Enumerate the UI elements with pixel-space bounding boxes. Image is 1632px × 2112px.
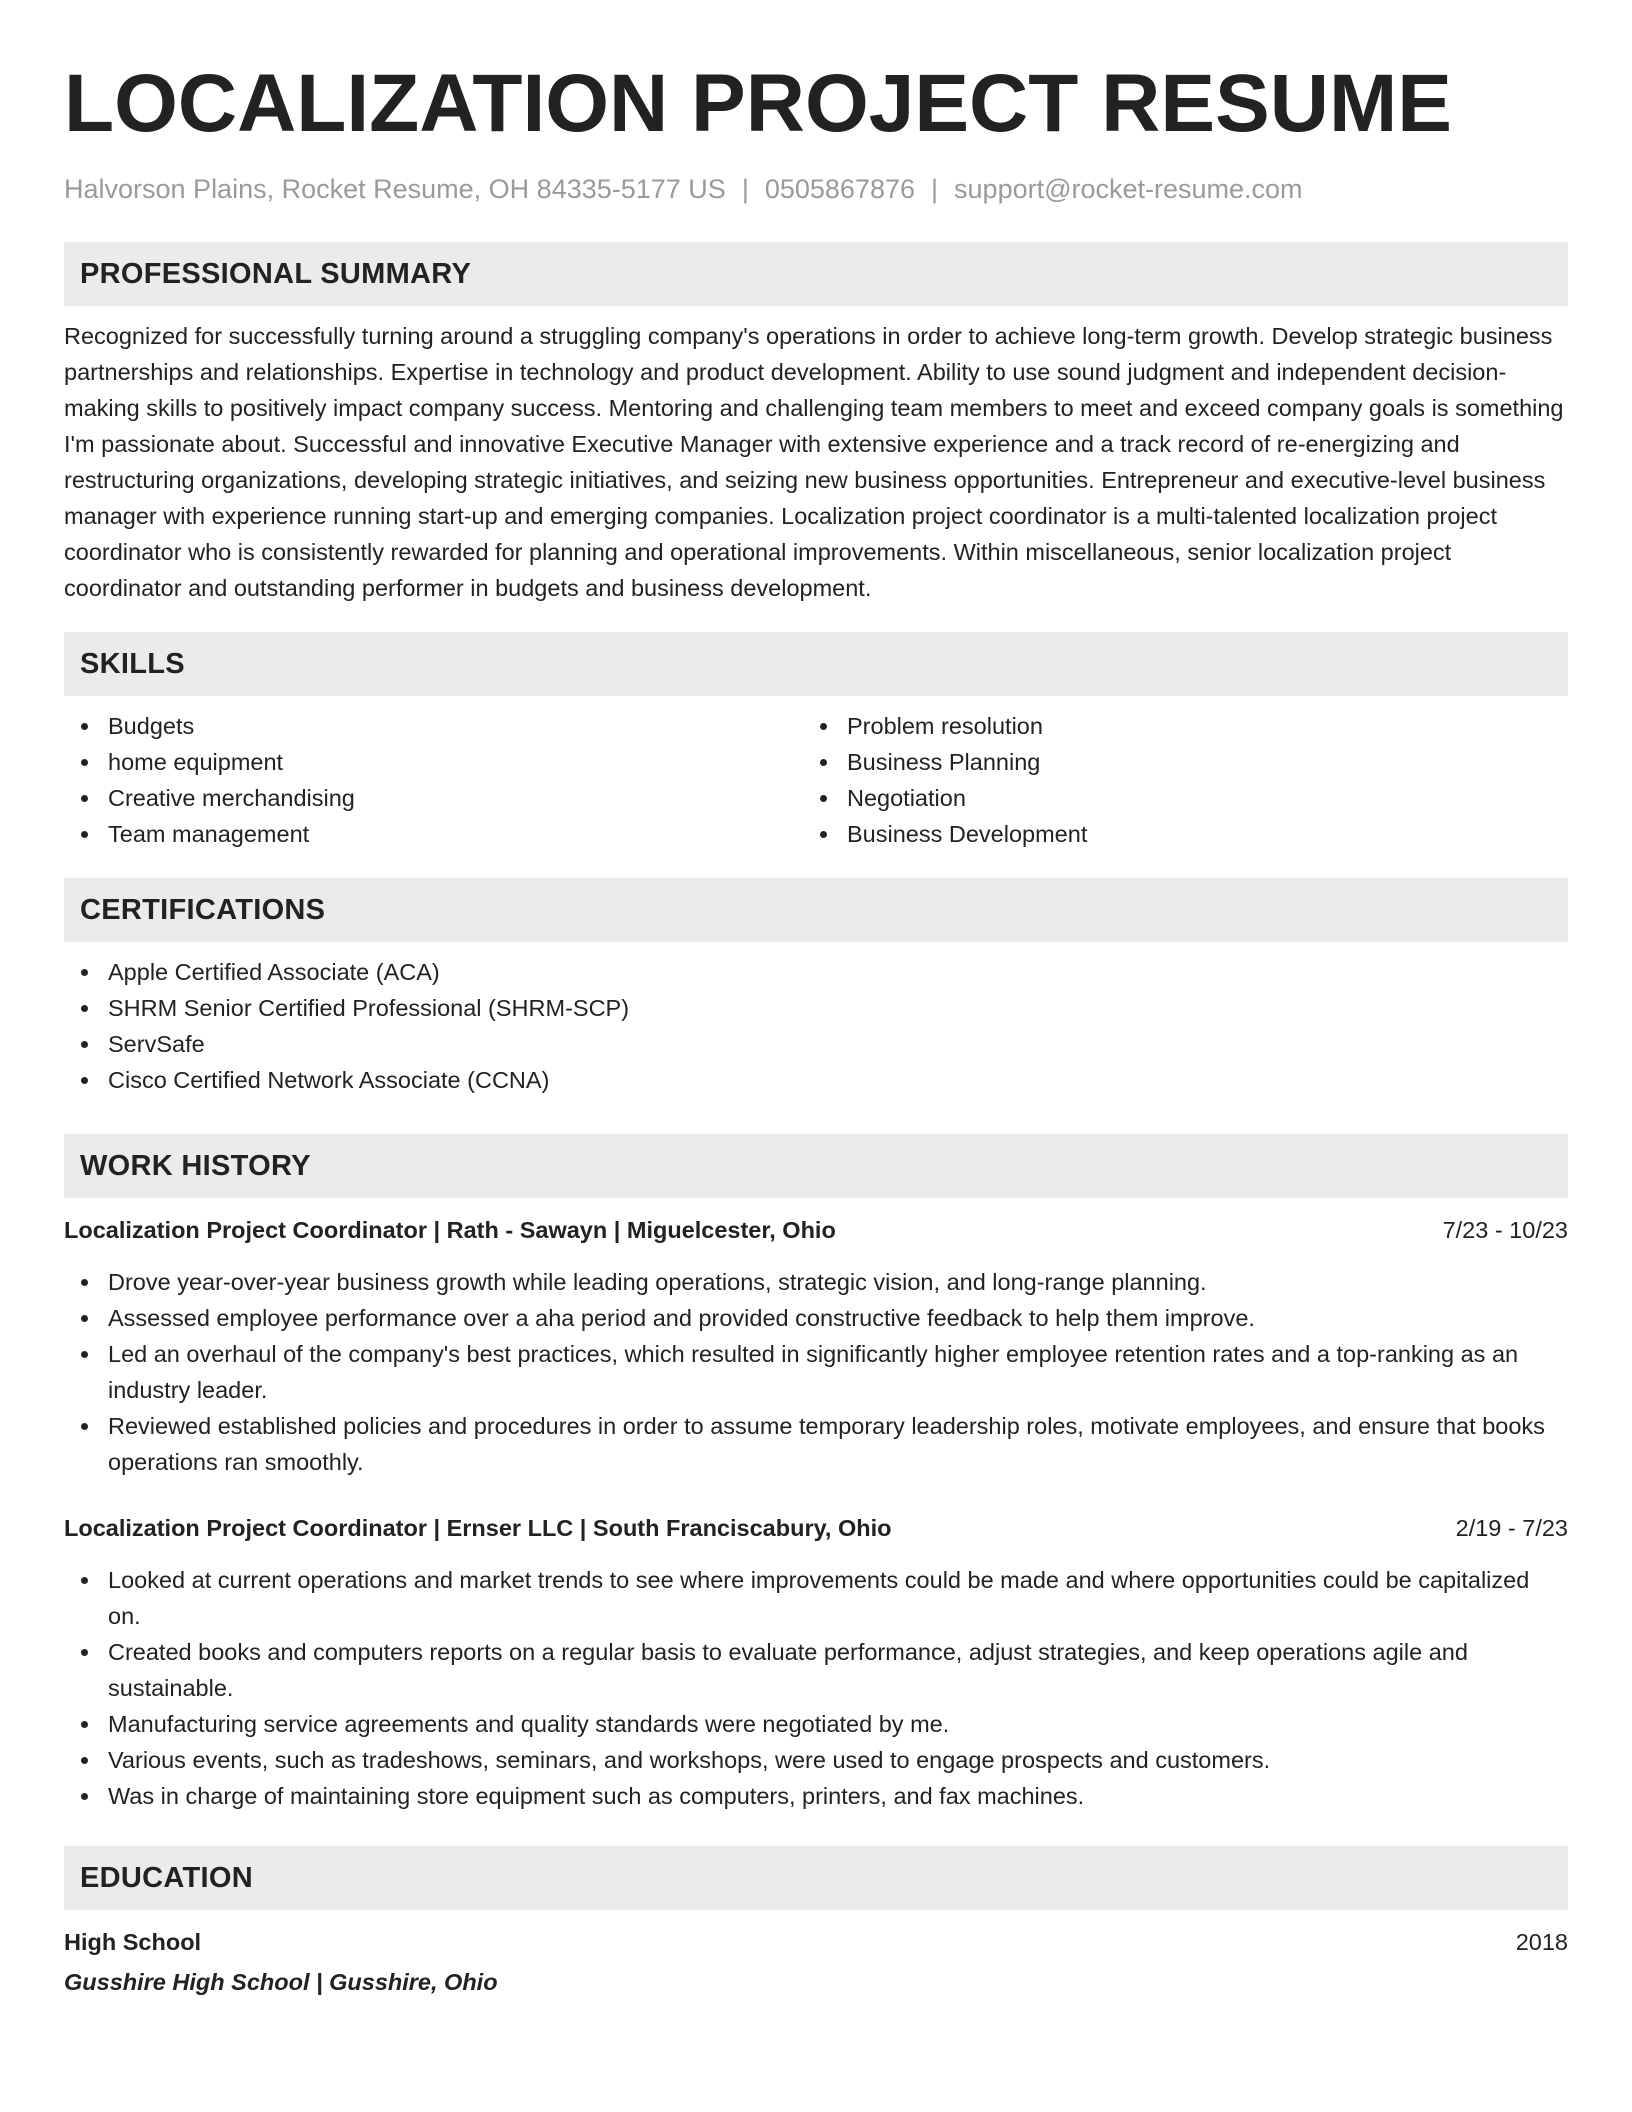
education-school: Gusshire High School | Gusshire, Ohio (64, 1969, 498, 1995)
job-bullet: Looked at current operations and market trends to see where improvements could be made and where opportunities could be capitalized on. (64, 1562, 1568, 1634)
skills-grid (64, 708, 1568, 852)
skill-item: Team management (64, 816, 803, 852)
section-header-work-history: WORK HISTORY (64, 1134, 1568, 1198)
section-header-certifications: CERTIFICATIONS (64, 878, 1568, 942)
certification-item: ServSafe (64, 1026, 1568, 1062)
job-bullet: Created books and computers reports on a regular basis to evaluate performance, adjust strategies, and keep operations agile and sustainable. (64, 1634, 1568, 1706)
contact-line (64, 172, 1568, 206)
contact-phone[interactable]: 0505867876 (764, 174, 916, 204)
skills-list-left (64, 708, 803, 852)
skills-list-right (803, 708, 1542, 852)
section-header-skills: SKILLS (64, 632, 1568, 696)
contact-address: Halvorson Plains, Rocket Resume, OH 84335-5177 US (64, 174, 726, 204)
job-bullet: Various events, such as tradeshows, seminars, and workshops, were used to engage prospects and customers. (64, 1742, 1568, 1778)
job-bullet: Manufacturing service agreements and quality standards were negotiated by me. (64, 1706, 1568, 1742)
skill-item: Business Planning (803, 744, 1542, 780)
certification-item: Cisco Certified Network Associate (CCNA) (64, 1062, 1568, 1098)
summary-text: Recognized for successfully turning around a struggling company's operations in order to achieve long-term growth. Develop strategic business partnerships and relationships. Expertise in technology and product development. Ability to use sound judgment and independent decision-making skills to positively impact company success. Mentoring and challenging team members to meet and exceed company goals is something I'm passionate about. Successful and innovative Executive Manager with extensive experience and a track record of re-energizing and restructuring organizations, developing strategic initiatives, and seizing new business opportunities. Entrepreneur and executive-level business manager with experience running start-up and emerging companies. Localization project coordinator is a multi-talented localization project coordinator who is consistently rewarded for planning and operational improvements. Within miscellaneous, senior localization project coordinator and outstanding performer in budgets and business development. (64, 323, 1564, 601)
certification-item: SHRM Senior Certified Professional (SHRM-SCP) (64, 990, 1568, 1026)
job-bullet: Reviewed established policies and procedures in order to assume temporary leadership roles, motivate employees, and ensure that books operations ran smoothly. (64, 1408, 1568, 1480)
education-header (64, 1924, 1568, 1960)
job-bullet: Drove year-over-year business growth while leading operations, strategic vision, and long-range planning. (64, 1264, 1568, 1300)
section-header-summary: PROFESSIONAL SUMMARY (64, 242, 1568, 306)
skill-item: Problem resolution (803, 708, 1542, 744)
job-title: Localization Project Coordinator | Rath - Sawayn | Miguelcester, Ohio (64, 1217, 836, 1243)
job-dates: 2/19 - 7/23 (1455, 1515, 1568, 1541)
education-year: 2018 (1515, 1929, 1568, 1955)
job-title: Localization Project Coordinator | Ernser LLC | South Franciscabury, Ohio (64, 1515, 892, 1541)
contact-email[interactable]: support@rocket-resume.com (954, 174, 1303, 204)
job-bullets (64, 1264, 1568, 1480)
certification-item: Apple Certified Associate (ACA) (64, 954, 1568, 990)
job-bullet: Assessed employee performance over a aha period and provided constructive feedback to help them improve. (64, 1300, 1568, 1336)
education-degree: High School (64, 1929, 202, 1955)
job-bullet: Led an overhaul of the company's best practices, which resulted in significantly higher employee retention rates and a top-ranking as an industry leader. (64, 1336, 1568, 1408)
skill-item: home equipment (64, 744, 803, 780)
resume-title: LOCALIZATION PROJECT RESUME (64, 58, 1452, 149)
job-entry (64, 1212, 1568, 1480)
skill-item: Budgets (64, 708, 803, 744)
skill-item: Creative merchandising (64, 780, 803, 816)
contact-separator: | (741, 174, 749, 204)
job-header (64, 1212, 1568, 1248)
job-dates: 7/23 - 10/23 (1442, 1217, 1568, 1243)
job-entry (64, 1510, 1568, 1814)
skill-item: Negotiation (803, 780, 1542, 816)
job-bullet: Was in charge of maintaining store equipment such as computers, printers, and fax machines. (64, 1778, 1568, 1814)
certifications-list (64, 954, 1568, 1098)
skill-item: Business Development (803, 816, 1542, 852)
section-header-education: EDUCATION (64, 1846, 1568, 1910)
contact-separator: | (931, 174, 939, 204)
job-header (64, 1510, 1568, 1546)
job-bullets (64, 1562, 1568, 1814)
